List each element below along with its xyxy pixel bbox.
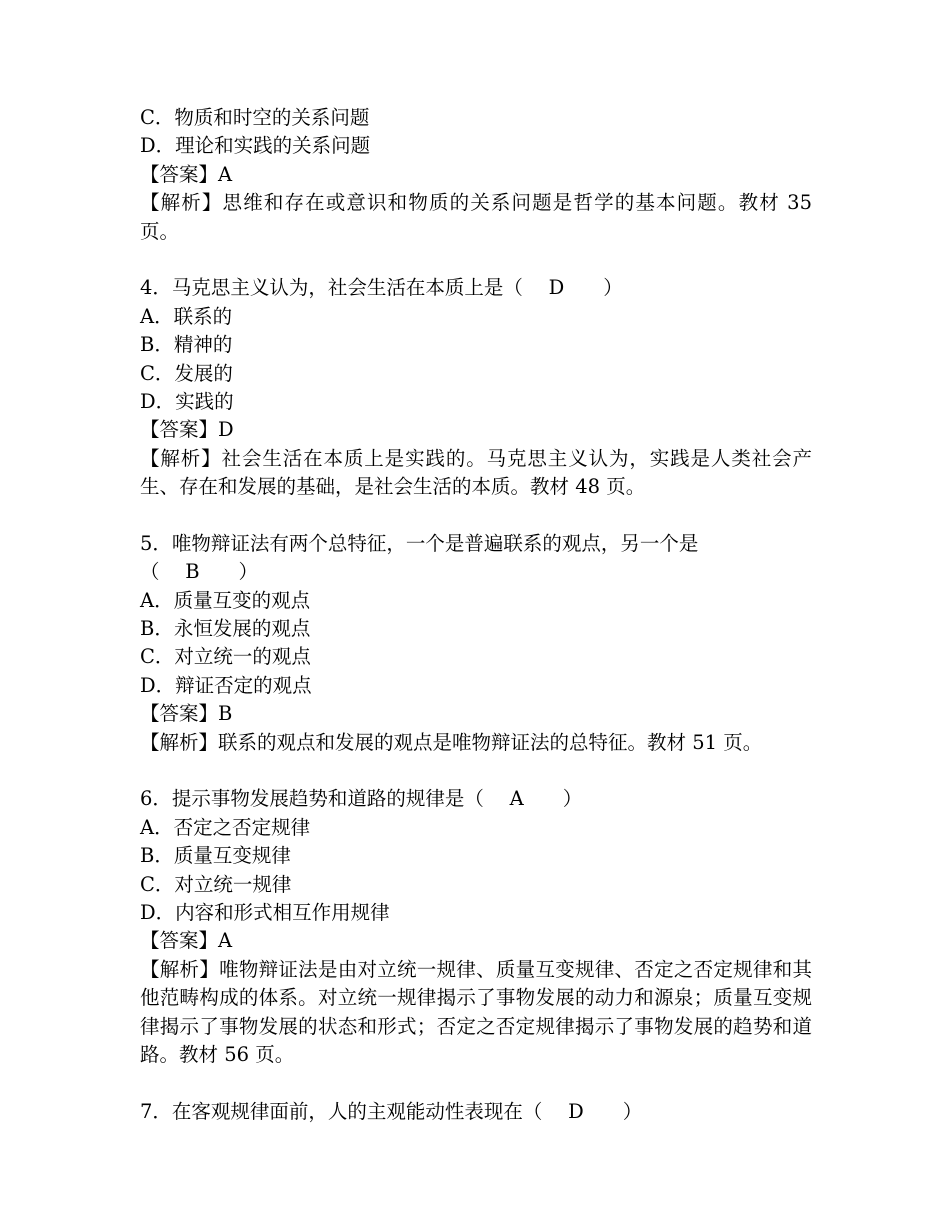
analysis: 【解析】唯物辩证法是由对立统一规律、质量互变规律、否定之否定规律和其他范畴构成的体系。对立统一规律揭示了事物发展的动力和源泉；质量互变规律揭示了事物发展的状态和形式；否定之否定规律揭示了事物发展的趋势和道路。教材 56 页。 xyxy=(140,957,812,1067)
option-d: D．内容和形式相互作用规律 xyxy=(140,901,390,925)
question-5 xyxy=(140,530,820,757)
option-c: C．发展的 xyxy=(140,361,233,385)
answer: 【答案】B xyxy=(140,702,233,726)
question-6 xyxy=(140,785,820,1069)
spacer xyxy=(140,246,820,274)
spacer xyxy=(140,1069,820,1097)
question-stem: 5．唯物辩证法有两个总特征，一个是普遍联系的观点，另一个是 xyxy=(140,531,699,555)
question-stem: 4．马克思主义认为，社会生活在本质上是（ D ） xyxy=(140,276,623,300)
answer: 【答案】D xyxy=(140,418,234,442)
document-page xyxy=(140,104,820,1126)
option-d: D．辩证否定的观点 xyxy=(140,673,312,697)
question-stem-continued: （ B ） xyxy=(140,560,259,584)
option-c: C．对立统一的观点 xyxy=(140,645,311,669)
spacer xyxy=(140,502,820,530)
question-7 xyxy=(140,1098,820,1126)
option-b: B．质量互变规律 xyxy=(140,844,291,868)
option-d: D．理论和实践的关系问题 xyxy=(140,134,371,158)
analysis: 【解析】社会生活在本质上是实践的。马克思主义认为，实践是人类社会产生、存在和发展的基础，是社会生活的本质。教材 48 页。 xyxy=(140,446,812,499)
option-d: D．实践的 xyxy=(140,389,234,413)
answer: 【答案】A xyxy=(140,162,233,186)
option-c: C．物质和时空的关系问题 xyxy=(140,106,370,129)
analysis: 【解析】思维和存在或意识和物质的关系问题是哲学的基本问题。教材 35 页。 xyxy=(140,191,812,243)
option-b: B．永恒发展的观点 xyxy=(140,617,311,641)
option-c: C．对立统一规律 xyxy=(140,872,292,896)
option-a: A．否定之否定规律 xyxy=(140,815,311,839)
option-b: B．精神的 xyxy=(140,333,233,357)
question-stem: 6．提示事物发展趋势和道路的规律是（ A ） xyxy=(140,787,583,811)
question-stem: 7．在客观规律面前，人的主观能动性表现在（ D ） xyxy=(140,1099,643,1123)
analysis: 【解析】联系的观点和发展的观点是唯物辩证法的总特征。教材 51 页。 xyxy=(140,730,763,754)
question-4 xyxy=(140,274,820,501)
option-a: A．质量互变的观点 xyxy=(140,588,311,612)
answer: 【答案】A xyxy=(140,929,233,953)
spacer xyxy=(140,757,820,785)
option-a: A．联系的 xyxy=(140,304,233,328)
question-3-continuation xyxy=(140,104,820,246)
